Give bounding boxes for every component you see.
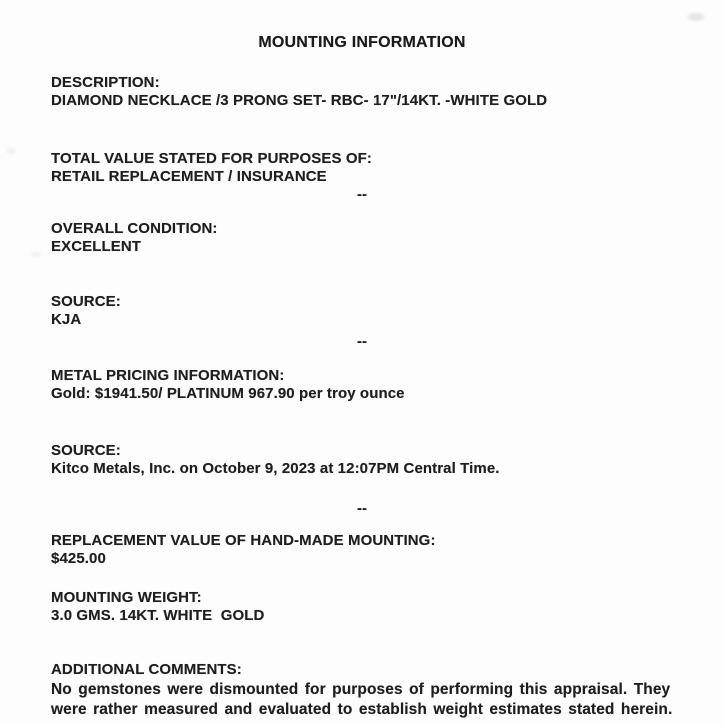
- section-replacement-value: [51, 532, 700, 568]
- document-body: [0, 74, 724, 719]
- replacement-value-label: REPLACEMENT VALUE OF HAND-MADE MOUNTING:: [51, 532, 436, 549]
- page-title: MOUNTING INFORMATION: [258, 34, 466, 51]
- additional-comments-text-line-1: No gemstones were dismounted for purposes of performing this appraisal. They: [51, 681, 671, 698]
- section-overall-condition: [51, 220, 700, 256]
- source-2-label: SOURCE:: [51, 442, 121, 459]
- section-mounting-weight: [51, 589, 700, 625]
- section-source-1: [51, 293, 700, 351]
- description-label: DESCRIPTION:: [51, 74, 160, 91]
- section-source-2: [51, 442, 700, 518]
- section-separator: --: [357, 186, 367, 203]
- overall-condition-value: EXCELLENT: [51, 238, 142, 255]
- source-1-value: KJA: [51, 311, 82, 328]
- section-description: [51, 74, 700, 110]
- section-separator: --: [357, 500, 367, 517]
- section-separator: --: [357, 333, 367, 350]
- section-metal-pricing: [51, 367, 700, 403]
- additional-comments-label: ADDITIONAL COMMENTS:: [51, 661, 242, 678]
- section-total-value: [51, 150, 700, 204]
- metal-pricing-value: Gold: $1941.50/ PLATINUM 967.90 per troy ounce: [51, 385, 405, 402]
- source-1-label: SOURCE:: [51, 293, 121, 310]
- total-value-value: RETAIL REPLACEMENT / INSURANCE: [51, 168, 327, 185]
- section-additional-comments: [51, 661, 700, 719]
- scan-smudge-artifact: [30, 252, 42, 257]
- metal-pricing-label: METAL PRICING INFORMATION:: [51, 367, 285, 384]
- overall-condition-label: OVERALL CONDITION:: [51, 220, 218, 237]
- mounting-weight-label: MOUNTING WEIGHT:: [51, 589, 202, 606]
- source-2-value: Kitco Metals, Inc. on October 9, 2023 at 12:07PM Central Time.: [51, 460, 500, 477]
- total-value-label: TOTAL VALUE STATED FOR PURPOSES OF:: [51, 150, 373, 167]
- replacement-value-value: $425.00: [51, 550, 106, 567]
- mounting-weight-value: 3.0 GMS. 14KT. WHITE GOLD: [51, 607, 265, 624]
- scan-smudge-artifact: [688, 13, 704, 21]
- scan-smudge-artifact: [6, 148, 16, 154]
- additional-comments-text-line-2: were rather measured and evaluated to establish weight estimates stated herein.: [51, 701, 673, 718]
- description-value: DIAMOND NECKLACE /3 PRONG SET- RBC- 17"/14KT. -WHITE GOLD: [51, 92, 548, 109]
